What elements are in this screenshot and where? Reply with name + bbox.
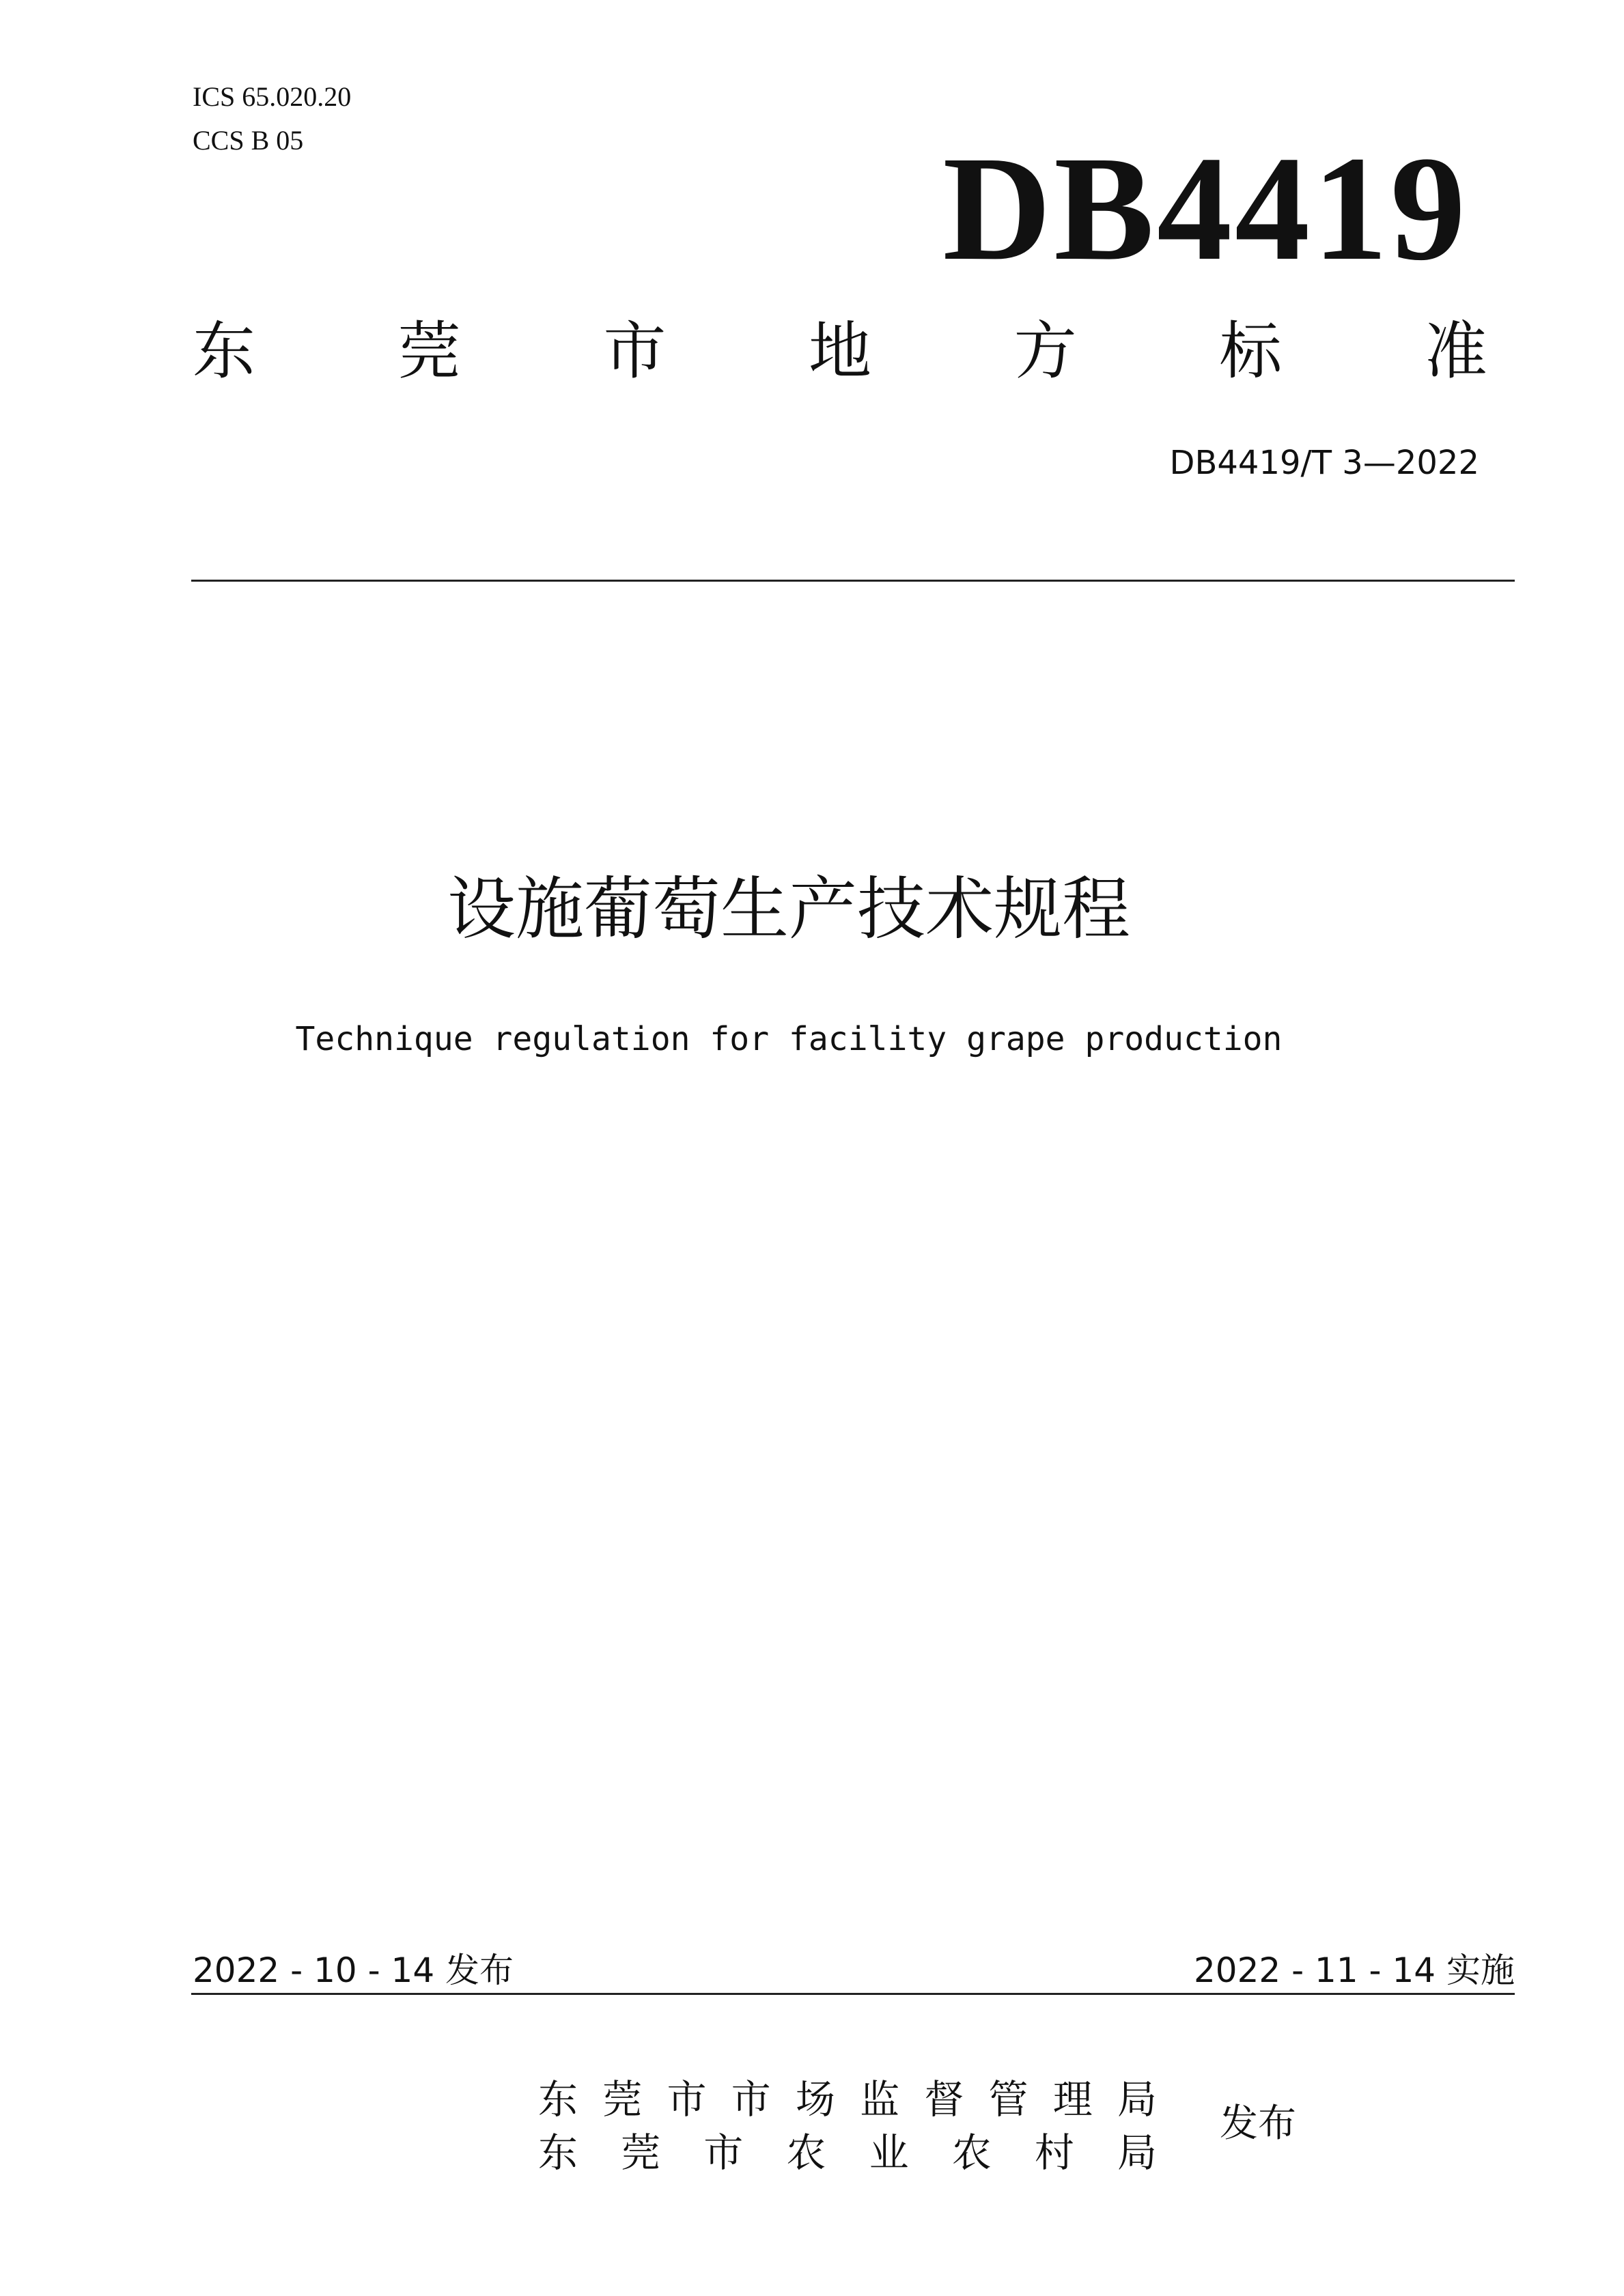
standard-number: DB4419/T 3—2022 xyxy=(1169,444,1479,482)
issuer-char: 局 xyxy=(1117,2129,1157,2176)
issuer-char: 督 xyxy=(924,2076,964,2123)
implementation-date: 2022 - 11 - 14 实施 xyxy=(1193,1951,1515,1990)
issuer-char: 业 xyxy=(869,2129,909,2176)
standard-type-char: 方 xyxy=(1013,315,1077,388)
standard-type-heading xyxy=(193,314,1487,389)
standard-type-char: 东 xyxy=(193,315,256,388)
issuer-char: 莞 xyxy=(621,2129,661,2176)
standard-type-char: 准 xyxy=(1424,315,1487,388)
issue-date: 2022 - 10 - 14 发布 xyxy=(193,1951,514,1990)
standard-code-logo: DB4419 xyxy=(942,125,1468,292)
issuer-char: 市 xyxy=(667,2076,707,2123)
issuer-char: 理 xyxy=(1052,2076,1093,2123)
issuer-char: 农 xyxy=(786,2129,826,2176)
issuer-char: 管 xyxy=(988,2076,1028,2123)
standard-type-char: 地 xyxy=(808,315,871,388)
document-title-english: Technique regulation for facility grape production xyxy=(295,1020,1283,1058)
issuer-char: 村 xyxy=(1034,2129,1074,2176)
standard-type-char: 标 xyxy=(1219,315,1283,388)
issuer-char: 市 xyxy=(731,2076,771,2123)
issuer-char: 东 xyxy=(538,2076,578,2123)
issuer-char: 莞 xyxy=(602,2076,643,2123)
issuer-char: 农 xyxy=(951,2129,992,2176)
issuer-char: 监 xyxy=(860,2076,900,2123)
issuer-char: 局 xyxy=(1117,2076,1157,2123)
document-title-chinese: 设施葡萄生产技术规程 xyxy=(447,869,1130,949)
top-divider xyxy=(191,580,1515,582)
standard-type-char: 市 xyxy=(603,315,667,388)
ccs-code: CCS B 05 xyxy=(193,125,304,156)
issuer-char: 市 xyxy=(703,2129,744,2176)
bottom-divider xyxy=(191,1993,1515,1995)
issue-label: 发布 xyxy=(1220,2101,1296,2146)
issuer-char: 场 xyxy=(795,2076,835,2123)
issuer-market-supervision-bureau xyxy=(538,2075,1157,2123)
issuer-agriculture-bureau xyxy=(538,2129,1157,2177)
ics-code: ICS 65.020.20 xyxy=(193,81,352,112)
standard-type-char: 莞 xyxy=(397,315,461,388)
issuer-char: 东 xyxy=(538,2129,578,2176)
